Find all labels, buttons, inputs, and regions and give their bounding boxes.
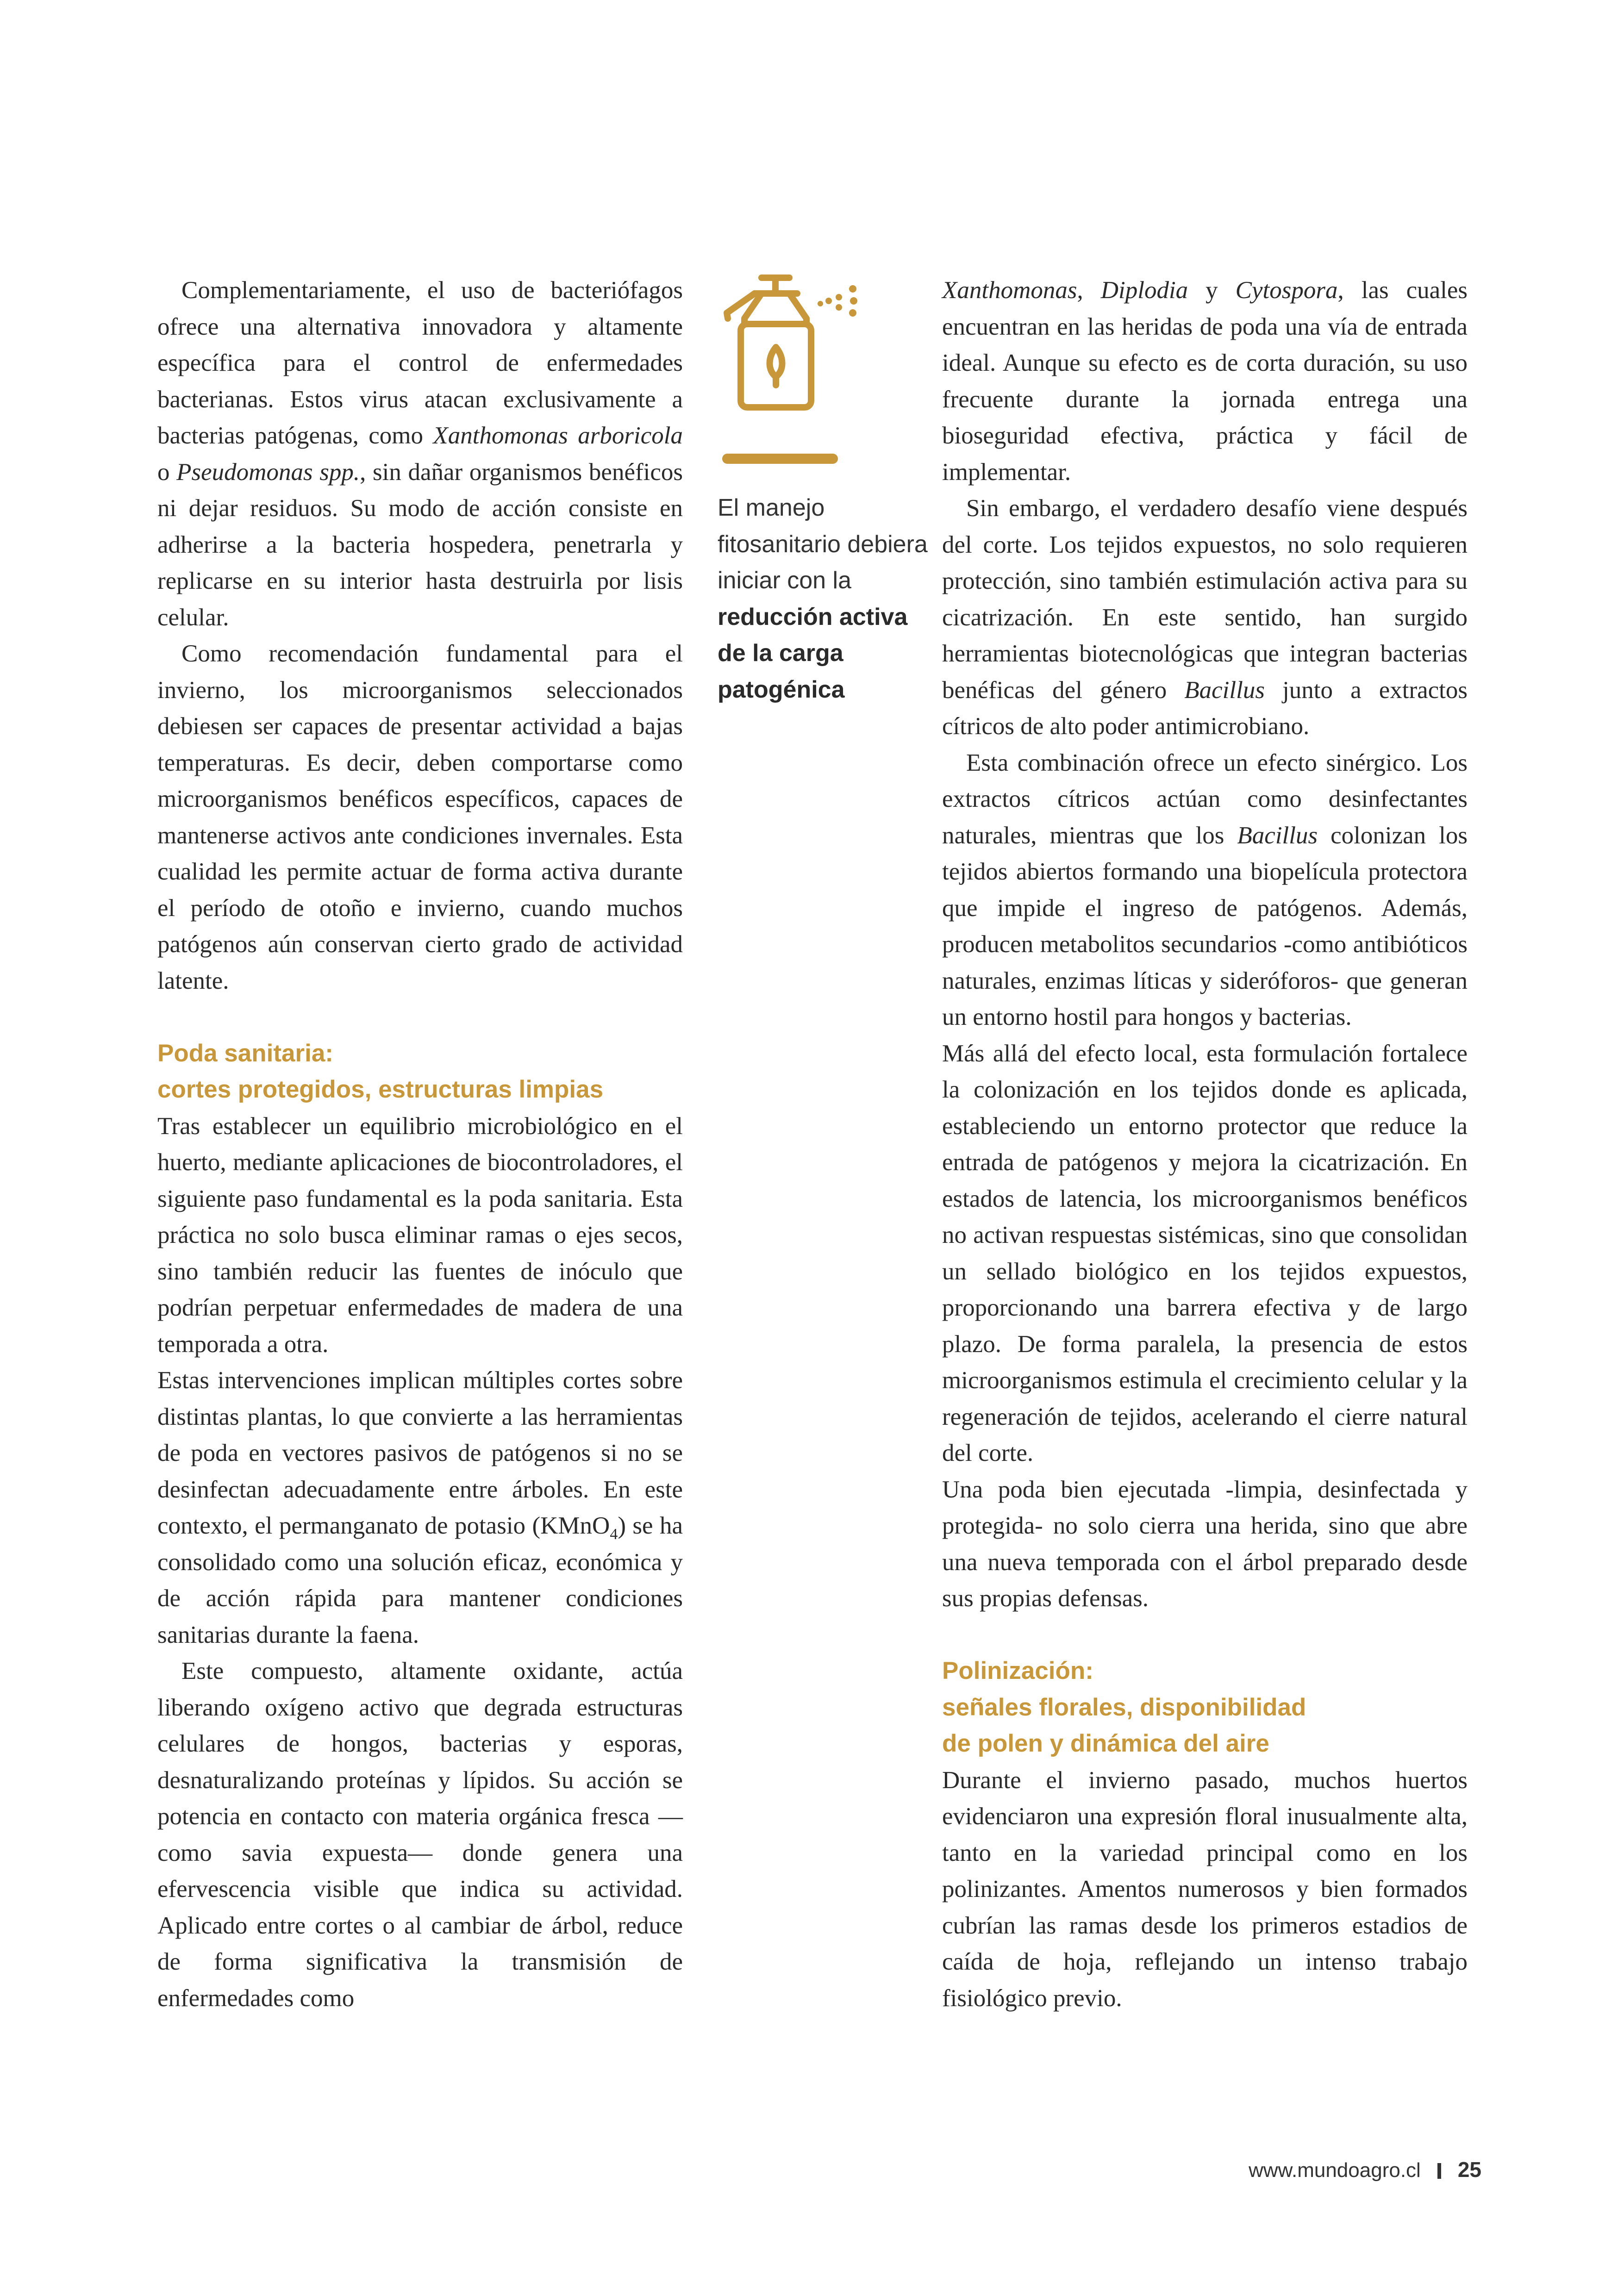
paragraph: Sin embargo, el verdadero desafío viene después del corte. Los tejidos expuestos, no solo requieren protección, sino también estimulación activa para su cicatrización. En este sentido, han surgido herramientas biotecnológicas que integran bacterias benéficas del género Bacillus junto a extractos cítricos de alto poder antimicrobiano. <box>942 495 1468 740</box>
pull-quote: El manejo fitosanitario debiera iniciar con la reducción activa de la carga patogénica <box>718 494 928 703</box>
right-column <box>942 272 1468 2016</box>
page-footer <box>1157 2157 1481 2182</box>
paragraph: Más allá del efecto local, esta formulación fortalece la colonización en los tejidos donde es aplicada, estableciendo un entorno protector que reduce la entrada de patógenos y mejora la cicatrización. En estados de latencia, los microorganismos benéficos no activan respuestas sistémicas, sino que consolidan un sellado biológico en los tejidos expuestos, proporcionando una barrera efectiva y de largo plazo. De forma paralela, la presencia de estos microorganismos estimula el crecimiento celular y la regeneración de tejidos, acelerando el cierre natural del corte. <box>942 1040 1468 1466</box>
website-link[interactable]: www.mundoagro.cl <box>1249 2159 1421 2182</box>
accent-rule <box>722 454 838 464</box>
section-heading: Poda sanitaria: <box>157 1039 333 1067</box>
paragraph: Durante el invierno pasado, muchos huertos evidenciaron una expresión floral inusualmente alta, tanto en la variedad principal como en los polinizantes. Amentos numerosos y bien formados cubrían las ramas desde los primeros estadios de caída de hoja, reflejando un intenso trabajo fisiológico previo. <box>942 1766 1468 2012</box>
paragraph: Este compuesto, altamente oxidante, actúa liberando oxígeno activo que degrada estructuras celulares de hongos, bacterias y esporas, desnaturalizando proteínas y lípidos. Su acción se potencia en contacto con materia orgánica fresca —como savia expuesta— donde genera una efervescencia visible que indica su actividad. Aplicado entre cortes o al cambiar de árbol, reduce de forma significativa la transmisión de enfermedades como <box>157 1658 683 2012</box>
section-subheading: señales florales, disponibilidad <box>942 1693 1306 1721</box>
section-subheading: cortes protegidos, estructuras limpias <box>157 1076 604 1103</box>
paragraph: Esta combinación ofrece un efecto sinérgico. Los extractos cítricos actúan como desinfectantes naturales, mientras que los Bacillus colonizan los tejidos abiertos formando una biopelícula protectora que impide el ingreso de patógenos. Además, producen metabolitos secundarios -como antibióticos naturales, enzimas líticas y sideróforos- que generan un entorno hostil para hongos y bacterias. <box>942 749 1468 1030</box>
paragraph: Tras establecer un equilibrio microbiológico en el huerto, mediante aplicaciones de biocontroladores, el siguiente paso fundamental es la poda sanitaria. Esta práctica no solo busca eliminar ramas o ejes secos, sino también reducir las fuentes de inóculo que podrían perpetuar enfermedades de madera de una temporada a otra. <box>157 1112 683 1358</box>
paragraph: Xanthomonas, Diplodia y Cytospora, las cuales encuentran en las heridas de poda una vía de entrada ideal. Aunque su efecto es de corta duración, su uso frecuente durante la jornada entrega una bioseguridad efectiva, práctica y fácil de implementar. <box>942 277 1468 486</box>
section-heading: Polinización: <box>942 1657 1093 1684</box>
sprayer-icon <box>718 272 870 430</box>
paragraph: Como recomendación fundamental para el invierno, los microorganismos seleccionados debiesen ser capaces de presentar actividad a bajas temperaturas. Es decir, deben comportarse como microorganismos benéficos específicos, capaces de mantenerse activos ante condiciones invernales. Esta cualidad les permite actuar de forma activa durante el período de otoño e invierno, cuando muchos patógenos aún conservan cierto grado de actividad latente. <box>157 640 683 994</box>
paragraph: Una poda bien ejecutada -limpia, desinfectada y protegida- no solo cierra una herida, sino que abre una nueva temporada con el árbol preparado desde sus propias defensas. <box>942 1476 1468 1612</box>
page-number: 25 <box>1457 2158 1481 2182</box>
footer-separator <box>1437 2163 1441 2179</box>
paragraph: Estas intervenciones implican múltiples cortes sobre distintas plantas, lo que convierte a las herramientas de poda en vectores pasivos de patógenos si no se desinfectan adecuadamente entre árboles. En este contexto, el permanganato de potasio (KMnO$_4$) se ha consolidado como una solución eficaz, económica y de acción rápida para mantener condiciones sanitarias durante la faena. <box>157 1367 683 1648</box>
paragraph: Complementariamente, el uso de bacteriófagos ofrece una alternativa innovadora y altamente específica para el control de enfermedades bacterianas. Estos virus atacan exclusivamente a bacterias patógenas, como Xanthomonas arboricola o Pseudomonas spp., sin dañar organismos benéficos ni dejar residuos. Su modo de acción consiste en adherirse a la bacteria hospedera, penetrarla y replicarse en su interior hasta destruirla por lisis celular. <box>157 277 683 631</box>
section-subheading: de polen y dinámica del aire <box>942 1730 1269 1757</box>
left-column <box>157 272 683 2016</box>
